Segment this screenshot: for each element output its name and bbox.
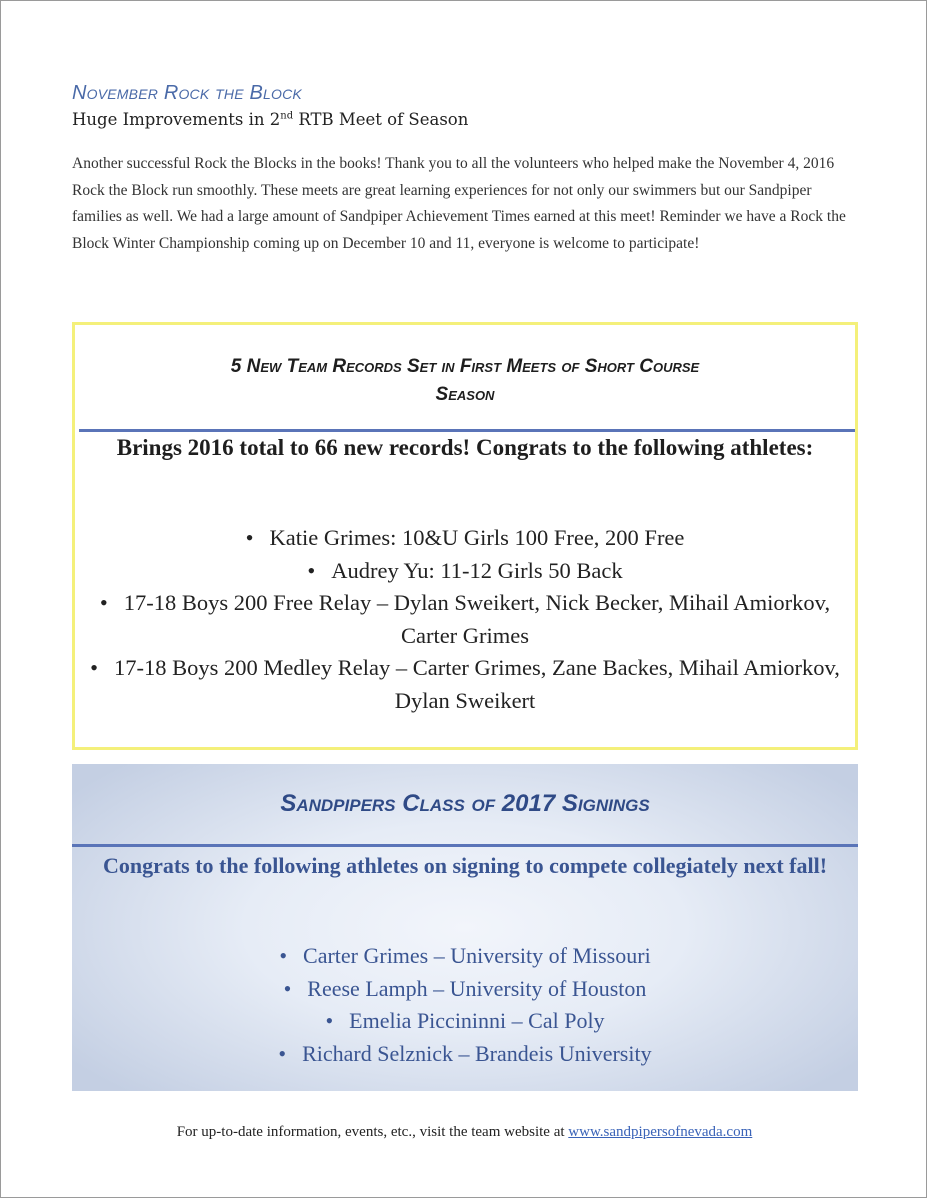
signings-list (72, 940, 858, 1070)
footer-text: For up-to-date information, events, etc., visit the team website at (176, 1124, 569, 1140)
signings-heading: Sandpipers Class of 2017 Signings (280, 790, 650, 817)
signing-item: • Richard Selznick – Brandeis University (72, 1038, 858, 1071)
article-subtitle (72, 110, 468, 129)
footer (0, 1124, 929, 1141)
signings-lead: Congrats to the following athletes on signing to compete collegiately next fall! (102, 853, 828, 878)
subtitle-sup: nd (280, 110, 294, 122)
intro-paragraph: Another successful Rock the Blocks in the books! Thank you to all the volunteers who helped make the November 4, 2016 Rock the Block run smoothly. These meets are great learning experiences for not only our swimmers but our Sandpiper families as well. We had a large amount of Sandpiper Achievement Times earned at this meet! Reminder we have a Rock the Block Winter Championship coming up on December 10 and 11, everyone is welcome to participate! (72, 155, 846, 252)
records-box (72, 322, 858, 750)
signing-item: • Reese Lamph – University of Houston (72, 973, 858, 1006)
website-link[interactable]: www.sandpipersofnevada.com (568, 1124, 753, 1140)
records-heading-line2: Season (435, 384, 495, 405)
record-item: • Audrey Yu: 11-12 Girls 50 Back (75, 555, 855, 588)
signing-item: • Emelia Piccininni – Cal Poly (72, 1005, 858, 1038)
subtitle-pre: Huge Improvements in 2 (72, 110, 281, 129)
records-heading (75, 353, 855, 409)
record-item: • 17-18 Boys 200 Medley Relay – Carter Grimes, Zane Backes, Mihail Amiorkov, Dylan Sweikert (75, 652, 855, 717)
record-item: • 17-18 Boys 200 Free Relay – Dylan Sweikert, Nick Becker, Mihail Amiorkov, Carter Grimes (75, 587, 855, 652)
records-lead: Brings 2016 total to 66 new records! Congrats to the following athletes: (116, 435, 814, 460)
signings-box (72, 764, 858, 1091)
subtitle-post: RTB Meet of Season (293, 110, 469, 129)
records-heading-line1: 5 New Team Records Set in First Meets of Short Course (230, 356, 700, 377)
signing-item: • Carter Grimes – University of Missouri (72, 940, 858, 973)
records-list (75, 522, 855, 717)
article-title: November Rock the Block (72, 82, 302, 104)
record-item: • Katie Grimes: 10&U Girls 100 Free, 200 Free (75, 522, 855, 555)
